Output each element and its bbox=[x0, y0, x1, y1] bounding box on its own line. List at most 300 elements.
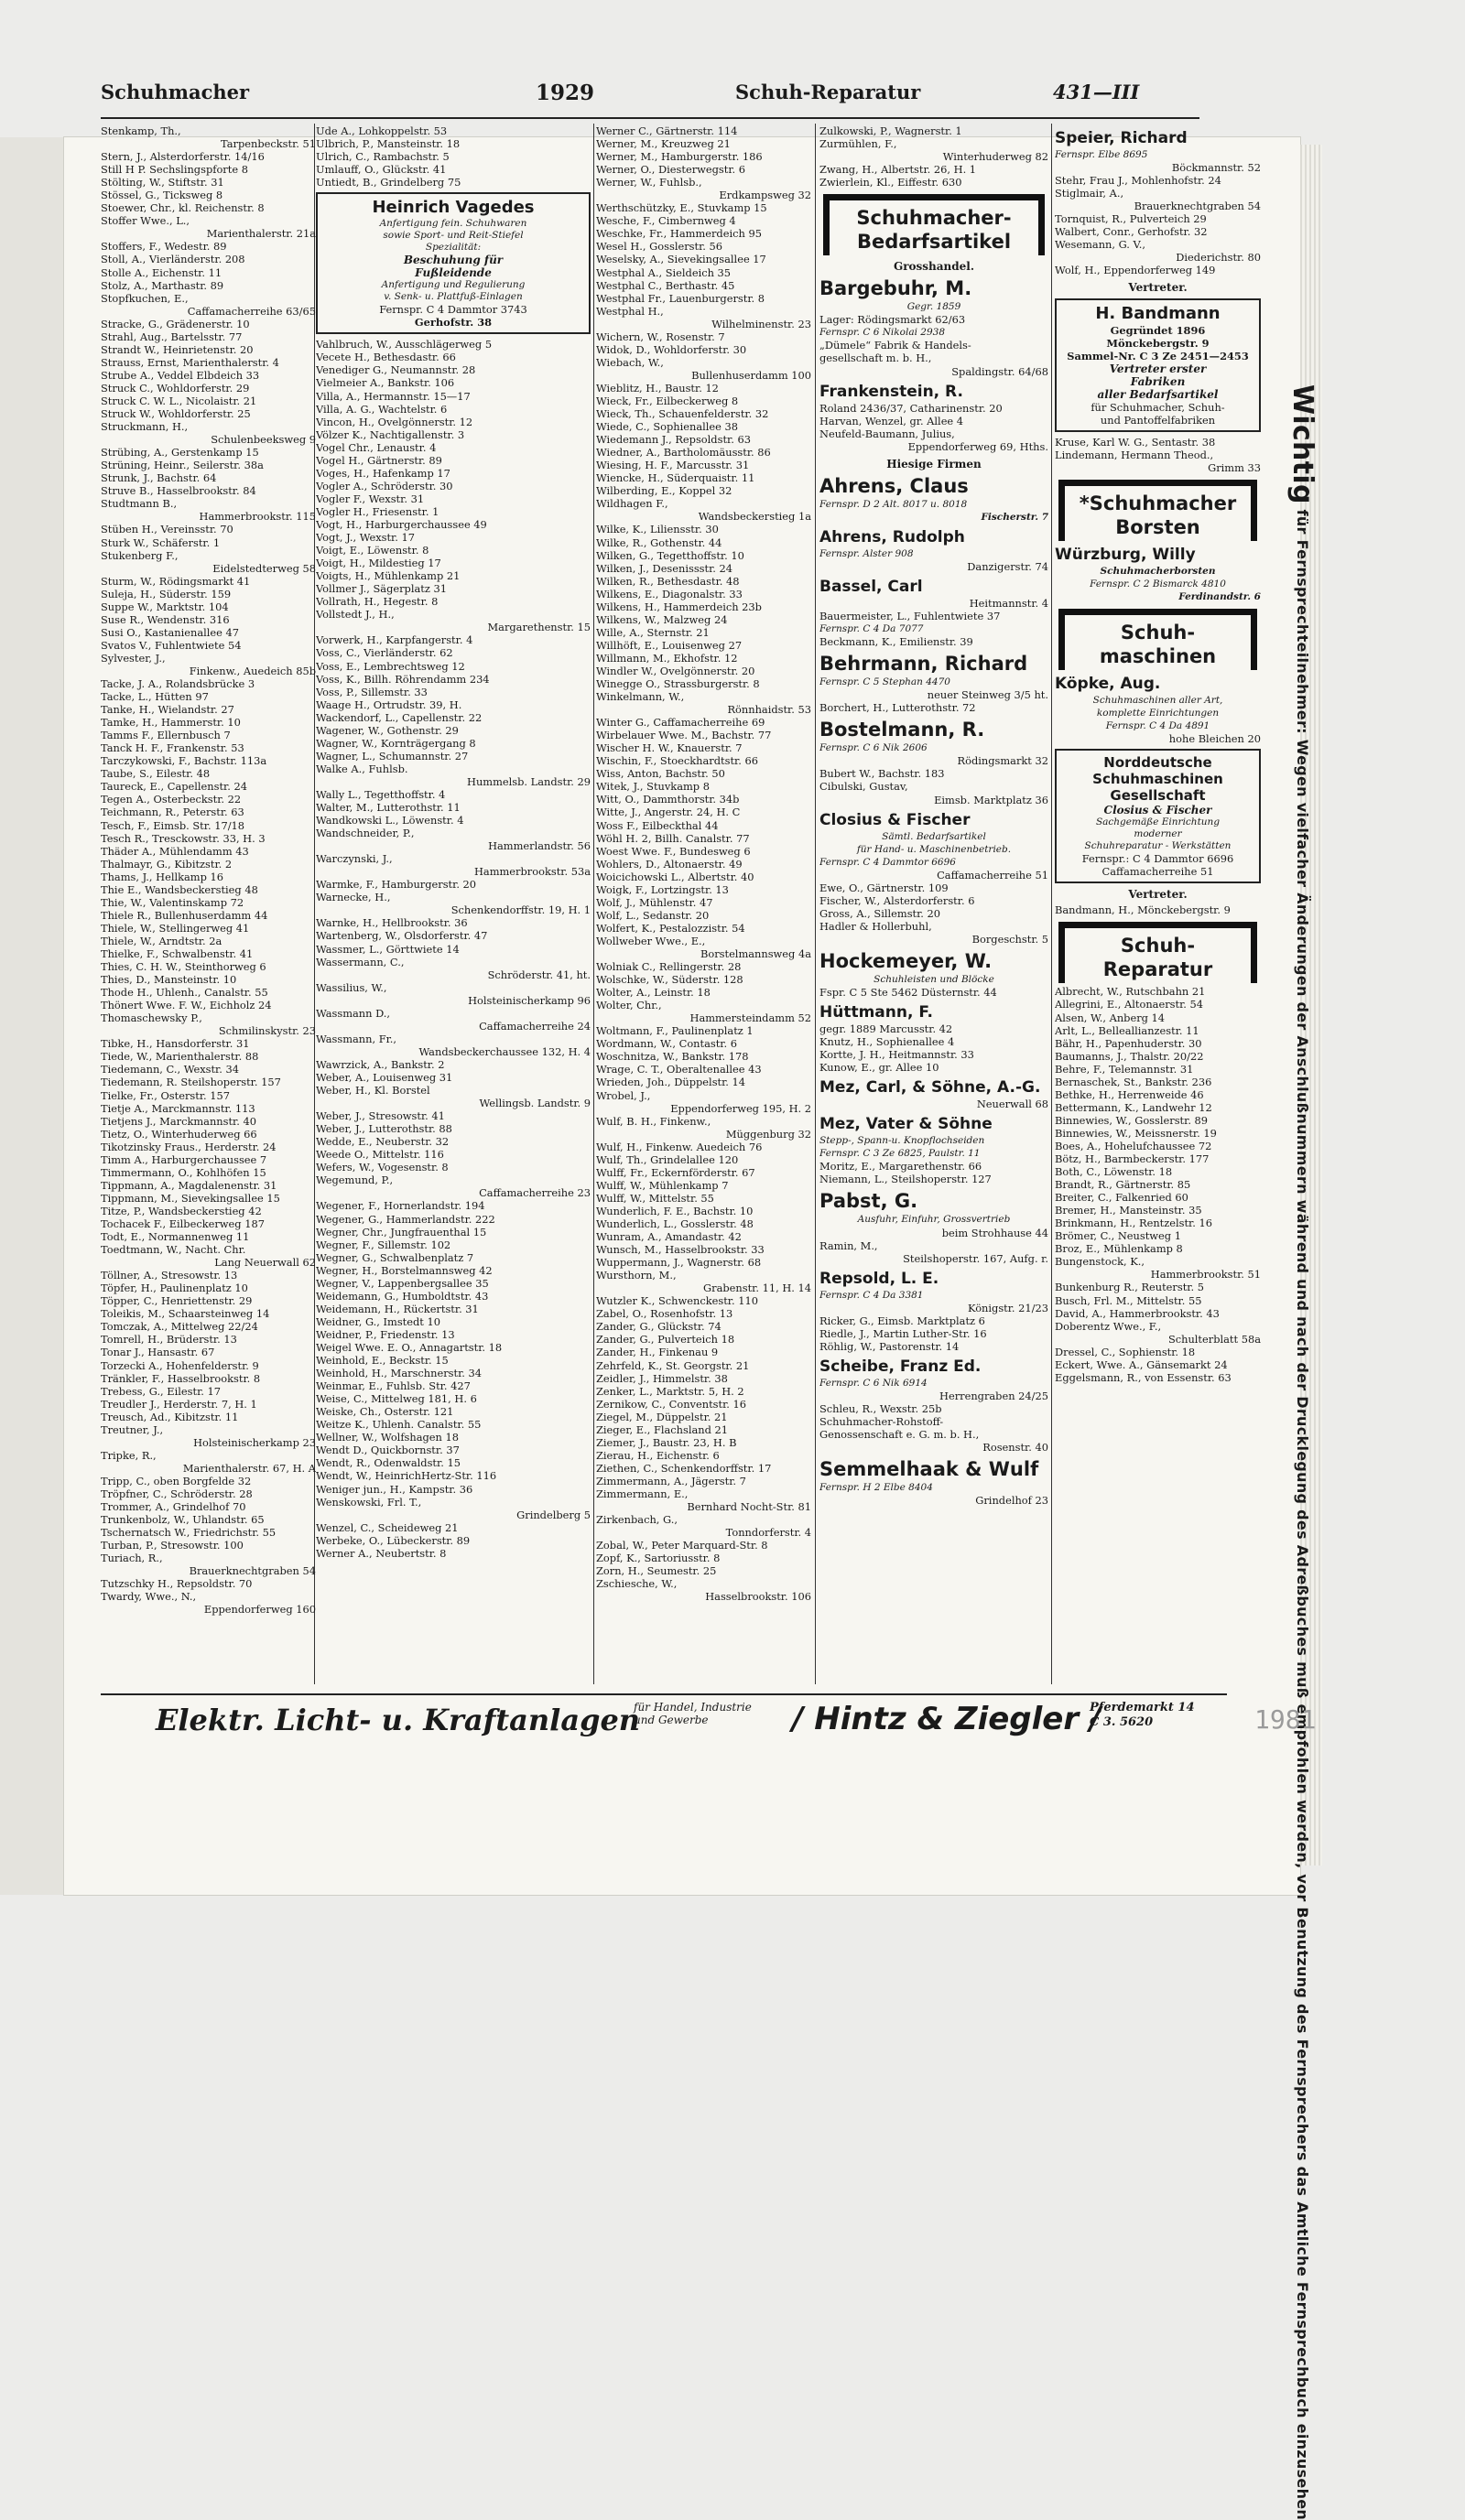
list-item: Tibke, H., Hansdorferstr. 31 bbox=[101, 1037, 250, 1051]
list-item: Harvan, Wenzel, gr. Allee 4 bbox=[819, 414, 964, 427]
list-item: Wunderlich, F. E., Bachstr. 10 bbox=[596, 1204, 754, 1217]
list-item: Fernspr. C 6 Nikolai 2938 bbox=[819, 327, 946, 339]
column-5 bbox=[1055, 124, 1261, 1681]
list-item: Albrecht, W., Rutschbahn 21 bbox=[1055, 985, 1206, 999]
list-item: Weinhold, E., Beckstr. 15 bbox=[316, 1354, 449, 1368]
list-item: Werner, O., Diesterwegstr. 6 bbox=[596, 163, 746, 177]
ad-address: Caffamacherreihe 51 bbox=[1101, 865, 1214, 879]
list-item: Brandt, R., Gärtnerstr. 85 bbox=[1055, 1178, 1191, 1192]
ad-line: für Schuhmacher, Schuh- bbox=[1091, 400, 1225, 414]
list-item: Teichmann, R., Peterstr. 63 bbox=[101, 806, 244, 819]
list-item: Wrage, C. T., Oberaltenallee 43 bbox=[596, 1063, 762, 1076]
list-item: Wiedner, A., Bartholomäusstr. 86 bbox=[596, 446, 771, 460]
list-item: Todt, E., Normannenweg 11 bbox=[101, 1230, 250, 1244]
list-item: Gegr. 1859 bbox=[906, 301, 961, 313]
list-item: Tornquist, R., Pulverteich 29 bbox=[1055, 212, 1207, 226]
list-item: Zernikow, C., Conventstr. 16 bbox=[596, 1397, 746, 1411]
list-item: Walbert, Conr., Gerhofstr. 32 bbox=[1055, 225, 1208, 239]
list-item: Turban, P., Stresowstr. 100 bbox=[101, 1539, 244, 1552]
list-item: Westphal C., Berthastr. 45 bbox=[596, 278, 735, 292]
list-item: Thiele R., Bullenhuserdamm 44 bbox=[101, 908, 268, 922]
list-item: Vollrath, H., Hegestr. 8 bbox=[316, 595, 439, 609]
list-item: Müggenburg 32 bbox=[725, 1127, 811, 1141]
ad-special: Fußleidende bbox=[415, 266, 492, 280]
nsg-ad bbox=[1055, 749, 1261, 883]
list-item: Wohlers, D., Altonaerstr. 49 bbox=[596, 857, 743, 871]
list-item: Wenskowski, Frl. T., bbox=[316, 1495, 422, 1509]
list-item: Umlauff, O., Glückstr. 41 bbox=[316, 163, 447, 177]
list-item: Niemann, L., Steilshoperstr. 127 bbox=[819, 1173, 992, 1186]
list-item: Westphal H., bbox=[596, 304, 664, 318]
list-item: Zulkowski, P., Wagnerstr. 1 bbox=[819, 124, 962, 137]
list-item: Westphal A., Sieldeich 35 bbox=[596, 265, 732, 279]
list-item: Thies, D., Mansteinstr. 10 bbox=[101, 973, 237, 987]
list-item: Wilken, G., Tegetthoffstr. 10 bbox=[596, 548, 744, 562]
list-item: neuer Steinweg 3/5 ht. bbox=[927, 688, 1048, 702]
list-item: Stepp-, Spann-u. Knopflochseiden bbox=[819, 1135, 985, 1147]
list-item: Wöhl H. 2, Billh. Canalstr. 77 bbox=[596, 831, 750, 845]
ad-name: Schuhmaschinen bbox=[1092, 771, 1223, 788]
list-item: Wolter, Chr., bbox=[596, 999, 662, 1012]
list-item: Eidelstedterweg 58 bbox=[212, 561, 316, 575]
list-item: Wunsch, M., Hasselbrookstr. 33 bbox=[596, 1243, 765, 1257]
list-item: Vogler A., Schröderstr. 30 bbox=[316, 479, 453, 492]
list-item: Vogel Chr., Lenaustr. 4 bbox=[316, 440, 437, 454]
list-item: Bubert W., Bachstr. 183 bbox=[819, 767, 945, 781]
list-item: Wollweber Wwe., E., bbox=[596, 934, 706, 947]
list-item: Wunram, A., Amandastr. 42 bbox=[596, 1230, 742, 1244]
list-item: Boes, A., Hohelufchaussee 72 bbox=[1055, 1139, 1212, 1152]
list-item: Ferdinandstr. 6 bbox=[1178, 590, 1261, 602]
list-item: Tielke, Fr., Osterstr. 157 bbox=[101, 1088, 231, 1102]
list-item: Wilken, J., Desenissstr. 24 bbox=[596, 561, 733, 575]
list-item: Wefers, W., Vogesenstr. 8 bbox=[316, 1161, 449, 1174]
list-item: Stukenberg F., bbox=[101, 548, 179, 562]
list-item: Zierau, H., Eichenstr. 6 bbox=[596, 1448, 720, 1462]
list-item: Caffamacherreihe 63/65 bbox=[187, 304, 316, 318]
list-item: Vielmeier A., Bankstr. 106 bbox=[316, 376, 455, 390]
list-item: Stüben H., Vereinsstr. 70 bbox=[101, 523, 233, 536]
notice-keyword: Wichtig bbox=[1286, 384, 1318, 504]
firm-name: Ahrens, Rudolph bbox=[819, 527, 965, 546]
list-item: Vollstedt J., H., bbox=[316, 608, 395, 622]
list-item: Voss, E., Lembrechtsweg 12 bbox=[316, 659, 465, 673]
list-item: Wischer H. W., Knauerstr. 7 bbox=[596, 741, 743, 755]
list-item: Wiedemann J., Repsoldstr. 63 bbox=[596, 433, 751, 447]
list-item: Völzer K., Nachtigallenstr. 3 bbox=[316, 427, 465, 441]
entry-list bbox=[316, 338, 591, 1559]
list-item: Wegner, V., Lappenbergsallee 35 bbox=[316, 1276, 489, 1290]
list-item: Bullenhuserdamm 100 bbox=[691, 368, 811, 382]
list-item: Bettermann, K., Landwehr 12 bbox=[1055, 1100, 1212, 1114]
list-item: Thode H., Uhlenh., Canalstr. 55 bbox=[101, 986, 268, 1000]
list-item: Wassmer, L., Görttwiete 14 bbox=[316, 942, 460, 956]
list-item: Caffamacherreihe 24 bbox=[479, 1019, 591, 1033]
list-item: Stölting, W., Stiftstr. 31 bbox=[101, 176, 224, 189]
list-item: Woltmann, F., Paulinenplatz 1 bbox=[596, 1024, 754, 1038]
list-item: Tiedemann, R. Steilshoperstr. 157 bbox=[101, 1076, 281, 1089]
list-item: Warczynski, J., bbox=[316, 852, 393, 866]
list-item: Weidner, G., Imstedt 10 bbox=[316, 1314, 440, 1328]
list-item: Thiele, W., Stellingerweg 41 bbox=[101, 921, 250, 935]
section-frame-bedarfsartikel: Schuhmacher-Bedarfsartikel bbox=[823, 194, 1045, 255]
firm-name: Würzburg, Willy bbox=[1055, 545, 1196, 564]
list-item: Suse R., Wendenstr. 316 bbox=[101, 612, 230, 626]
list-item: Widok, D., Wohldorferstr. 30 bbox=[596, 342, 747, 356]
list-item: Wolf, L., Sedanstr. 20 bbox=[596, 908, 710, 922]
list-item: Stenkamp, Th., bbox=[101, 124, 181, 137]
list-item: Behre, F., Telemannstr. 31 bbox=[1055, 1062, 1194, 1076]
list-item: Wirbelauer Wwe. M., Bachstr. 77 bbox=[596, 729, 772, 742]
list-item: Eppendorferweg 195, H. 2 bbox=[670, 1101, 811, 1115]
list-item: Sturm, W., Rödingsmarkt 41 bbox=[101, 574, 251, 588]
list-item: Strunk, J., Bachstr. 64 bbox=[101, 471, 217, 485]
list-item: Holsteinischerkamp 23 bbox=[193, 1435, 316, 1449]
list-item: Fischerstr. 7 bbox=[981, 511, 1048, 523]
list-item: Grindelberg 5 bbox=[516, 1508, 591, 1521]
list-item: Witt, O., Dammthorstr. 34b bbox=[596, 793, 740, 806]
list-item: Zwang, H., Albertstr. 26, H. 1 bbox=[819, 163, 977, 177]
list-item: Herrengraben 24/25 bbox=[939, 1389, 1048, 1402]
list-item: Wellingsb. Landstr. 9 bbox=[479, 1097, 591, 1110]
list-item: Weitze K., Uhlenh. Canalstr. 55 bbox=[316, 1418, 482, 1432]
list-item: Eimsb. Marktplatz 36 bbox=[934, 793, 1048, 806]
ad-name: Heinrich Vagedes bbox=[372, 198, 535, 218]
list-item: Wuppermann, J., Wagnerstr. 68 bbox=[596, 1256, 762, 1270]
list-item: Tietz, O., Winterhuderweg 66 bbox=[101, 1127, 257, 1141]
list-item: Wassilius, W., bbox=[316, 980, 387, 994]
list-item: Ziegel, M., Düppelstr. 21 bbox=[596, 1410, 728, 1423]
list-item: Wieck, Fr., Eilbeckerweg 8 bbox=[596, 394, 739, 407]
list-item: Wagner, L., Schumannstr. 27 bbox=[316, 749, 469, 762]
list-item: Westphal Fr., Lauenburgerstr. 8 bbox=[596, 291, 765, 305]
list-item: Sturk W., Schäferstr. 1 bbox=[101, 535, 221, 549]
list-item: Ziethen, C., Schenkendorffstr. 17 bbox=[596, 1461, 772, 1475]
ad-name: Norddeutsche bbox=[1103, 754, 1212, 772]
list-item: Windler W., Ovelgönnerstr. 20 bbox=[596, 664, 755, 677]
footer-slogan: Elektr. Licht- u. Kraftanlagen bbox=[156, 1703, 641, 1737]
section-heading: Vertreter. bbox=[1128, 888, 1188, 902]
list-item: Allegrini, E., Altonaerstr. 54 bbox=[1055, 998, 1203, 1011]
list-item: Vahlbruch, W., Ausschlägerweg 5 bbox=[316, 338, 493, 352]
ad-line: moderner bbox=[1134, 828, 1182, 840]
list-item: Ude A., Lohkoppelstr. 53 bbox=[316, 124, 448, 137]
list-item: Thies, C. H. W., Steinthorweg 6 bbox=[101, 960, 266, 974]
list-item: Zobal, W., Peter Marquard-Str. 8 bbox=[596, 1539, 768, 1552]
column-divider bbox=[1051, 124, 1052, 1684]
list-item: Tripp, C., oben Borgfelde 32 bbox=[101, 1474, 252, 1487]
entry-list bbox=[596, 124, 811, 1603]
list-item: Rosenstr. 40 bbox=[982, 1441, 1048, 1455]
list-item: Fernspr. C 5 Stephan 4470 bbox=[819, 676, 950, 688]
list-item: Diederichstr. 80 bbox=[1176, 251, 1261, 265]
list-item: Werner A., Neubertstr. 8 bbox=[316, 1546, 447, 1560]
vagedes-ad bbox=[316, 192, 591, 334]
list-item: Fernspr. C 2 Bismarck 4810 bbox=[1090, 578, 1226, 589]
list-item: Fernspr. C 4 Da 3381 bbox=[819, 1289, 924, 1301]
list-item: Toleikis, M., Schaarsteinweg 14 bbox=[101, 1307, 270, 1321]
list-item: Marienthalerstr. 67, H. A bbox=[182, 1461, 316, 1475]
list-item: Caffamacherreihe 51 bbox=[937, 868, 1048, 881]
list-item: Trebess, G., Eilestr. 17 bbox=[101, 1384, 221, 1398]
list-item: Woss F., Eilbeckthal 44 bbox=[596, 818, 719, 832]
list-item: Warnecke, H., bbox=[316, 891, 391, 904]
ad-line: Gegründet 1896 bbox=[1110, 323, 1206, 337]
vertical-notice-text bbox=[1286, 384, 1318, 2520]
ad-line: Anfertigung fein. Schuhwaren bbox=[379, 218, 527, 230]
firm-list bbox=[819, 276, 1048, 452]
list-item: Wackendorf, L., Capellenstr. 22 bbox=[316, 710, 483, 724]
list-item: Kruse, Karl W. G., Sentastr. 38 bbox=[1055, 435, 1216, 449]
list-item: Thalmayr, G., Kibitzstr. 2 bbox=[101, 857, 233, 871]
footer-address-2: C 3. 5620 bbox=[1090, 1715, 1154, 1729]
list-item: Stiglmair, A., bbox=[1055, 187, 1124, 200]
ad-phone: Fernspr. C 4 Dammtor 3743 bbox=[379, 303, 527, 317]
list-item: Willmann, M., Ekhofstr. 12 bbox=[596, 651, 738, 665]
list-item: Wesemann, G. V., bbox=[1055, 238, 1146, 252]
list-item: Bernaschek, St., Bankstr. 236 bbox=[1055, 1075, 1212, 1088]
list-item: Tacke, L., Hütten 97 bbox=[101, 690, 209, 704]
list-item: Strandt W., Heinrietenstr. 20 bbox=[101, 342, 254, 356]
list-item: Stehr, Frau J., Mohlenhofstr. 24 bbox=[1055, 174, 1221, 188]
list-item: Toedtmann, W., Nacht. Chr. bbox=[101, 1243, 246, 1257]
list-item: Stoffer Wwe., L., bbox=[101, 214, 190, 228]
list-item: Waage H., Ortrudstr. 39, H. bbox=[316, 698, 462, 711]
list-item: Schuhmacherborsten bbox=[1100, 565, 1216, 577]
list-item: Werner, M., Kreuzweg 21 bbox=[596, 137, 731, 151]
list-item: Zabel, O., Rosenhofstr. 13 bbox=[596, 1307, 733, 1321]
list-item: Witek, J., Stuvkamp 8 bbox=[596, 780, 710, 794]
list-item: Tietjens J., Marckmannstr. 40 bbox=[101, 1114, 256, 1128]
column-1 bbox=[101, 124, 316, 1681]
list-item: Kunow, E., gr. Allee 10 bbox=[819, 1061, 939, 1075]
list-item: Zehrfeld, K., St. Georgstr. 21 bbox=[596, 1358, 750, 1372]
list-item: Witte, J., Angerstr. 24, H. C bbox=[596, 806, 741, 819]
list-item: Schuhmacher-Rohstoff- bbox=[819, 1415, 944, 1429]
list-item: Voigt, E., Löwenstr. 8 bbox=[316, 544, 429, 557]
list-item: Tippmann, A., Magdalenenstr. 31 bbox=[101, 1178, 277, 1192]
footer-address bbox=[1090, 1701, 1195, 1730]
list-item: Willhöft, E., Louisenweg 27 bbox=[596, 638, 743, 652]
list-item: Voss, C., Vierländerstr. 62 bbox=[316, 646, 453, 660]
list-item: Torzecki A., Hohenfelderstr. 9 bbox=[101, 1358, 259, 1372]
list-item: Wolniak C., Rellingerstr. 28 bbox=[596, 960, 742, 974]
list-item: Winter G., Caffamacherreihe 69 bbox=[596, 716, 765, 730]
list-item: Wagner, W., Kornträgergang 8 bbox=[316, 736, 476, 750]
firm-name: Pabst, G. bbox=[819, 1190, 918, 1213]
list-item: Wordmann, W., Contastr. 6 bbox=[596, 1037, 737, 1051]
list-item: Treudler J., Herderstr. 7, H. 1 bbox=[101, 1397, 257, 1411]
list-item: Wilken, R., Bethesdastr. 48 bbox=[596, 574, 740, 588]
list-item: Wilhelminenstr. 23 bbox=[711, 317, 811, 330]
list-item: Schmilinskystr. 23 bbox=[218, 1024, 316, 1038]
list-item: Borchert, H., Lutterothstr. 72 bbox=[819, 701, 976, 715]
section-frame-borsten: *Schuhmacher Borsten bbox=[1058, 480, 1257, 541]
list-item: Wilkens, H., Hammerdeich 23b bbox=[596, 600, 762, 613]
header-rule bbox=[101, 117, 1199, 119]
list-item: Zeidler, J., Himmelstr. 38 bbox=[596, 1371, 728, 1385]
list-item: Thomaschewsky P., bbox=[101, 1011, 202, 1025]
list-item: Wegner, H., Borstelmannsweg 42 bbox=[316, 1263, 493, 1277]
list-item: Wolf, J., Mühlenstr. 47 bbox=[596, 895, 713, 909]
list-item: Stolle A., Eichenstr. 11 bbox=[101, 265, 222, 279]
list-item: Wolfert, K., Pestalozzistr. 54 bbox=[596, 921, 745, 935]
list-item: Winkelmann, W., bbox=[596, 690, 685, 704]
list-item: Sämtl. Bedarfsartikel bbox=[882, 830, 986, 842]
ad-special: aller Bedarfsartikel bbox=[1097, 387, 1219, 401]
list-item: Arlt, L., Belleallianzestr. 11 bbox=[1055, 1023, 1199, 1037]
ad-line: Spezialität: bbox=[425, 242, 482, 254]
list-item: Stoffers, F., Wedestr. 89 bbox=[101, 240, 227, 254]
list-item: Borgeschstr. 5 bbox=[971, 932, 1048, 946]
list-item: Weede O., Mittelstr. 116 bbox=[316, 1148, 444, 1162]
list-item: Tiede, W., Marienthalerstr. 88 bbox=[101, 1050, 259, 1064]
list-item: Wolter, A., Leinstr. 18 bbox=[596, 986, 711, 1000]
firm-name: Scheibe, Franz Ed. bbox=[819, 1357, 982, 1376]
list-item: Wesche, F., Cimbernweg 4 bbox=[596, 214, 736, 228]
list-item: Eckert, Wwe. A., Gänsemarkt 24 bbox=[1055, 1357, 1228, 1371]
list-item: Riedle, J., Martin Luther-Str. 16 bbox=[819, 1326, 987, 1340]
list-item: Suppe W., Marktstr. 104 bbox=[101, 600, 229, 613]
list-item: Hammersteindamm 52 bbox=[689, 1011, 811, 1025]
list-item: Eppendorferweg 160 bbox=[203, 1603, 316, 1617]
list-item: Fernspr. C 4 Dammtor 6696 bbox=[819, 856, 956, 868]
list-item: Wawrzick, A., Bankstr. 2 bbox=[316, 1057, 445, 1071]
ad-name: H. Bandmann bbox=[1095, 303, 1221, 323]
list-item: Strahl, Aug., Bartelsstr. 77 bbox=[101, 330, 243, 343]
list-item: Alsen, W., Anberg 14 bbox=[1055, 1011, 1166, 1024]
list-item: Timm A., Harburgerchaussee 7 bbox=[101, 1152, 267, 1166]
list-item: Struck C., Wohldorferstr. 29 bbox=[101, 381, 250, 395]
list-item: Rödingsmarkt 32 bbox=[957, 754, 1048, 768]
ad-address: Mönckebergstr. 9 bbox=[1106, 336, 1210, 350]
list-item: Suleja, H., Süderstr. 159 bbox=[101, 587, 232, 600]
list-item: Finkenw., Auedeich 85b bbox=[189, 664, 316, 677]
list-item: Hammerbrookstr. 115 bbox=[199, 510, 316, 524]
list-item: Dressel, C., Sophienstr. 18 bbox=[1055, 1345, 1196, 1358]
footer-firm: / Hintz & Ziegler / bbox=[792, 1701, 1101, 1737]
list-item: Wille, A., Sternstr. 21 bbox=[596, 625, 710, 639]
ad-line: sowie Sport- und Reit-Stiefel bbox=[383, 230, 524, 242]
list-item: Stoll, A., Vierländerstr. 208 bbox=[101, 253, 245, 266]
list-item: Cibulski, Gustav, bbox=[819, 780, 908, 794]
list-item: Wassmann, Fr., bbox=[316, 1032, 397, 1045]
footer-subline bbox=[634, 1701, 752, 1726]
list-item: Taureck, E., Capellenstr. 24 bbox=[101, 780, 247, 794]
list-item: Stoewer, Chr., kl. Reichenstr. 8 bbox=[101, 201, 265, 215]
list-item: Thie E., Wandsbeckerstieg 48 bbox=[101, 882, 258, 896]
list-item: Zimmermann, E., bbox=[596, 1487, 689, 1500]
ad-line: Sachgemäße Einrichtung bbox=[1095, 817, 1221, 828]
list-item: Tränkler, F., Hasselbrookstr. 8 bbox=[101, 1371, 261, 1385]
section-frame-maschinen: Schuh-maschinen bbox=[1058, 609, 1257, 670]
list-item: Zorn, H., Seumestr. 25 bbox=[596, 1564, 717, 1578]
list-item: Genossenschaft e. G. m. b. H., bbox=[819, 1428, 980, 1442]
list-item: Grindelhof 23 bbox=[975, 1494, 1048, 1508]
list-item: Woschnitza, W., Bankstr. 178 bbox=[596, 1050, 749, 1064]
list-item: Weidner, P., Friedenstr. 13 bbox=[316, 1327, 455, 1341]
list-item: Zander, G., Pulverteich 18 bbox=[596, 1333, 735, 1347]
list-item: Strübing, A., Gerstenkamp 15 bbox=[101, 446, 259, 460]
list-item: Schulterblatt 58a bbox=[1167, 1332, 1261, 1346]
list-item: Wolschke, W., Süderstr. 128 bbox=[596, 973, 743, 987]
list-item: Borstelmannsweg 4a bbox=[700, 947, 811, 960]
list-item: Titze, P., Wandsbeckerstieg 42 bbox=[101, 1204, 262, 1217]
list-item: Wieblitz, H., Baustr. 12 bbox=[596, 381, 719, 395]
firm-name: Bassel, Carl bbox=[819, 577, 923, 596]
list-item: Hadler & Hollerbuhl, bbox=[819, 919, 932, 933]
list-item: Brauerknechtgraben 54 bbox=[189, 1564, 316, 1578]
list-item: Wilkens, W., Malzweg 24 bbox=[596, 612, 728, 626]
list-item: Wrobel, J., bbox=[596, 1088, 651, 1102]
section-frame-reparatur: Schuh-Reparatur bbox=[1058, 922, 1257, 983]
list-item: Tamke, H., Hammerstr. 10 bbox=[101, 716, 241, 730]
list-item: Voges, H., Hafenkamp 17 bbox=[316, 466, 450, 480]
list-item: Weinhold, H., Marschnerstr. 34 bbox=[316, 1367, 482, 1380]
list-item: Vogt, J., Wexstr. 17 bbox=[316, 531, 415, 545]
list-item: Struckmann, H., bbox=[101, 420, 189, 434]
list-item: Strüning, Heinr., Seilerstr. 38a bbox=[101, 459, 264, 472]
entry-list bbox=[819, 124, 1048, 189]
list-item: Voss, P., Sillemstr. 33 bbox=[316, 685, 428, 698]
list-item: Lager: Rödingsmarkt 62/63 bbox=[819, 313, 966, 327]
list-item: Eggelsmann, R., von Essenstr. 63 bbox=[1055, 1370, 1232, 1384]
list-item: Wedde, E., Neuberstr. 32 bbox=[316, 1135, 450, 1149]
list-item: Broz, E., Mühlenkamp 8 bbox=[1055, 1242, 1183, 1256]
list-item: Hammerlandstr. 56 bbox=[488, 839, 591, 853]
notice-body: für Fernsprechteilnehmer: Wegen vielfacher Änderungen der Anschlußnummern während und nach der Drucklegung des Adreßbuches muß empfohlen werden, vor Benutzung des Fernsprechers das Amtliche Fernsprechbuch einzusehen bbox=[1294, 509, 1311, 2520]
list-item: Werthschützky, E., Stuvkamp 15 bbox=[596, 201, 767, 215]
ad-special: Closius & Fischer bbox=[1103, 804, 1212, 817]
ad-line: Anfertigung und Regulierung bbox=[381, 279, 526, 291]
list-item: Tröpfner, C., Schröderstr. 28 bbox=[101, 1487, 253, 1500]
list-item: Hasselbrookstr. 106 bbox=[705, 1590, 811, 1604]
list-item: Wulff, W., Mittelstr. 55 bbox=[596, 1191, 714, 1205]
list-item: Wulf, Th., Grindelallee 120 bbox=[596, 1152, 739, 1166]
list-item: Stracke, G., Grädenerstr. 10 bbox=[101, 317, 250, 330]
list-item: Zimmermann, A., Jägerstr. 7 bbox=[596, 1474, 746, 1487]
list-item: Baumanns, J., Thalstr. 20/22 bbox=[1055, 1049, 1204, 1063]
list-item: Woicichowski L., Albertstr. 40 bbox=[596, 870, 754, 883]
list-item: Böckmannstr. 52 bbox=[1171, 161, 1261, 175]
list-item: Ausfuhr, Einfuhr, Grossvertrieb bbox=[857, 1214, 1011, 1226]
firm-list bbox=[1055, 128, 1261, 276]
list-item: Weber, J., Lutterothstr. 88 bbox=[316, 1122, 452, 1136]
list-item: Wiesing, H. F., Marcusstr. 31 bbox=[596, 459, 750, 472]
list-item: Schröderstr. 41, ht. bbox=[487, 968, 591, 981]
firm-name: Semmelhaak & Wulf bbox=[819, 1458, 1039, 1481]
list-item: Svatos V., Fuhlentwiete 54 bbox=[101, 638, 242, 652]
footer-address-1: Pferdemarkt 14 bbox=[1090, 1701, 1195, 1714]
list-item: Zurmühlen, F., bbox=[819, 137, 897, 151]
list-item: Bungenstock, K., bbox=[1055, 1255, 1145, 1269]
list-item: Thönert Wwe. F. W., Eichholz 24 bbox=[101, 999, 272, 1012]
list-item: Woest Wwe. F., Bundesweg 6 bbox=[596, 844, 751, 858]
list-item: Zieger, E., Flachsland 21 bbox=[596, 1422, 729, 1436]
list-item: Neuerwall 68 bbox=[976, 1098, 1048, 1111]
list-item: Werbeke, O., Lübeckerstr. 89 bbox=[316, 1533, 471, 1547]
vertical-notice bbox=[1286, 384, 1318, 2520]
list-item: Vogler H., Friesenstr. 1 bbox=[316, 504, 440, 518]
list-item: Tamms F., Ellernbusch 7 bbox=[101, 729, 231, 742]
list-item: Tippmann, M., Sievekingsallee 15 bbox=[101, 1191, 280, 1205]
list-item: Weber, H., Kl. Borstel bbox=[316, 1084, 430, 1098]
footer-subline-1: für Handel, Industrie bbox=[634, 1701, 752, 1714]
firm-name: Frankenstein, R. bbox=[819, 382, 963, 401]
list-item: Werner, M., Hamburgerstr. 186 bbox=[596, 150, 763, 164]
bandmann-ad bbox=[1055, 298, 1261, 432]
list-item: Werner C., Gärtnerstr. 114 bbox=[596, 124, 738, 137]
